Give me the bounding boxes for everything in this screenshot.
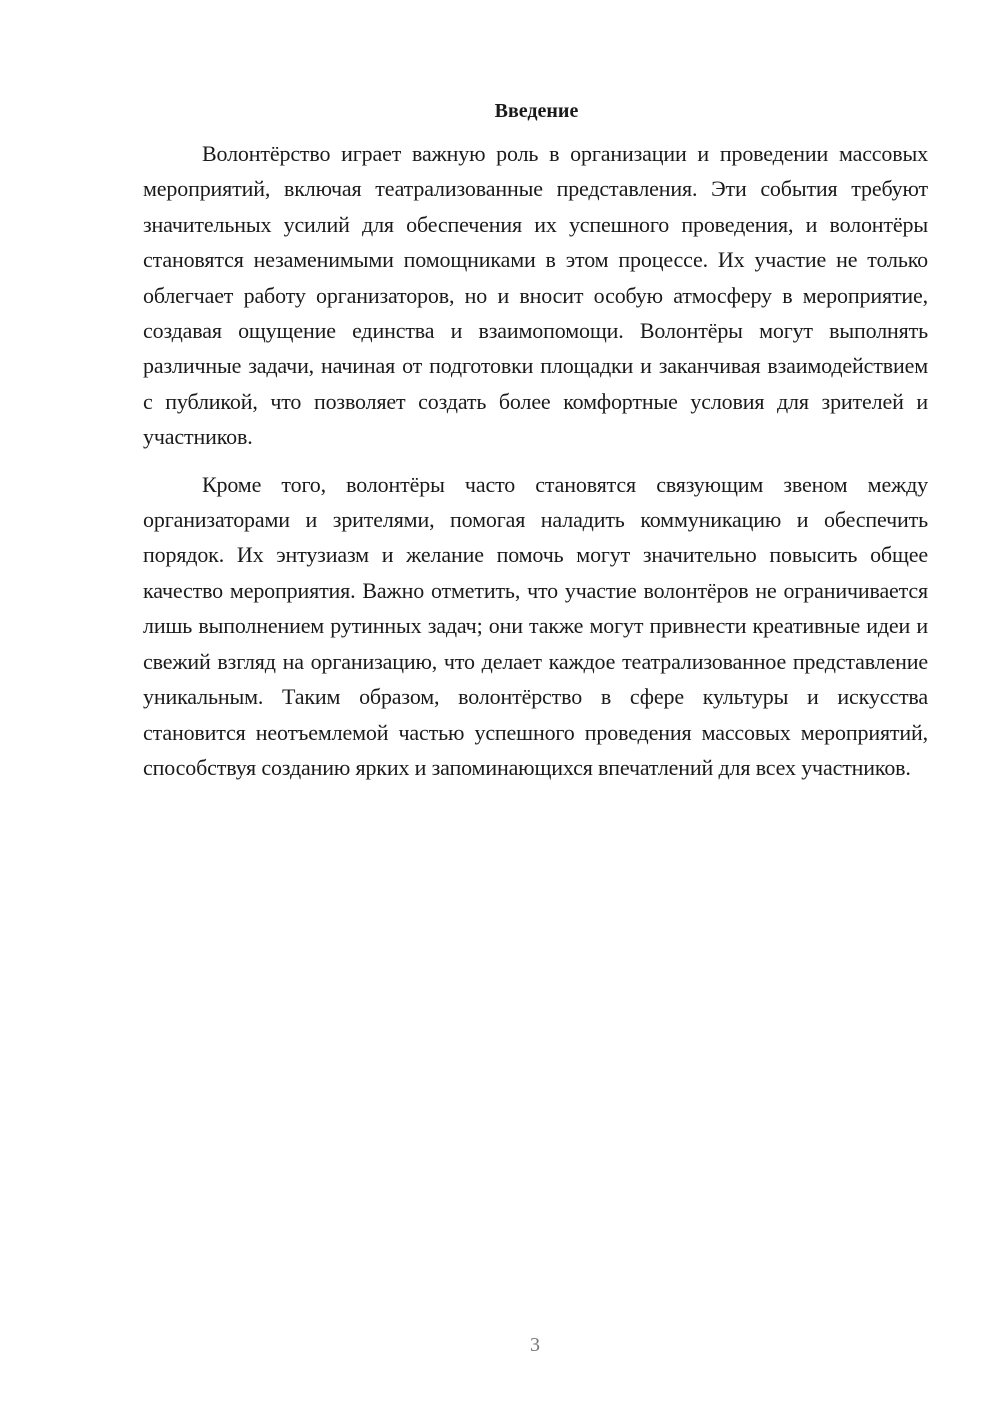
- document-page: [143, 96, 928, 785]
- paragraph-1: Волонтёрство играет важную роль в организации и проведении массовых мероприятий, включая театрализованные представления. Эти события требуют значительных усилий для обеспечения их успешного проведения, и волонтёры становятся незаменимыми помощниками в этом процессе. Их участие не только облегчает работу организаторов, но и вносит особую атмосферу в мероприятие, создавая ощущение единства и взаимопомощи. Волонтёры могут выполнять различные задачи, начиная от подготовки площадки и заканчивая взаимодействием с публикой, что позволяет создать более комфортные условия для зрителей и участников.: [143, 141, 928, 450]
- page-number: 3: [530, 1334, 540, 1356]
- section-title: Введение: [494, 100, 579, 122]
- paragraph-2: Кроме того, волонтёры часто становятся связующим звеном между организаторами и зрителями, помогая наладить коммуникацию и обеспечить порядок. Их энтузиазм и желание помочь могут значительно повысить общее качество мероприятия. Важно отметить, что участие волонтёров не ограничивается лишь выполнением рутинных задач; они также могут привнести креативные идеи и свежий взгляд на организацию, что делает каждое театрализованное представление уникальным. Таким образом, волонтёрство в сфере культуры и искусства становится неотъемлемой частью успешного проведения массовых мероприятий, способствуя созданию ярких и запоминающихся впечатлений для всех участников.: [143, 471, 928, 780]
